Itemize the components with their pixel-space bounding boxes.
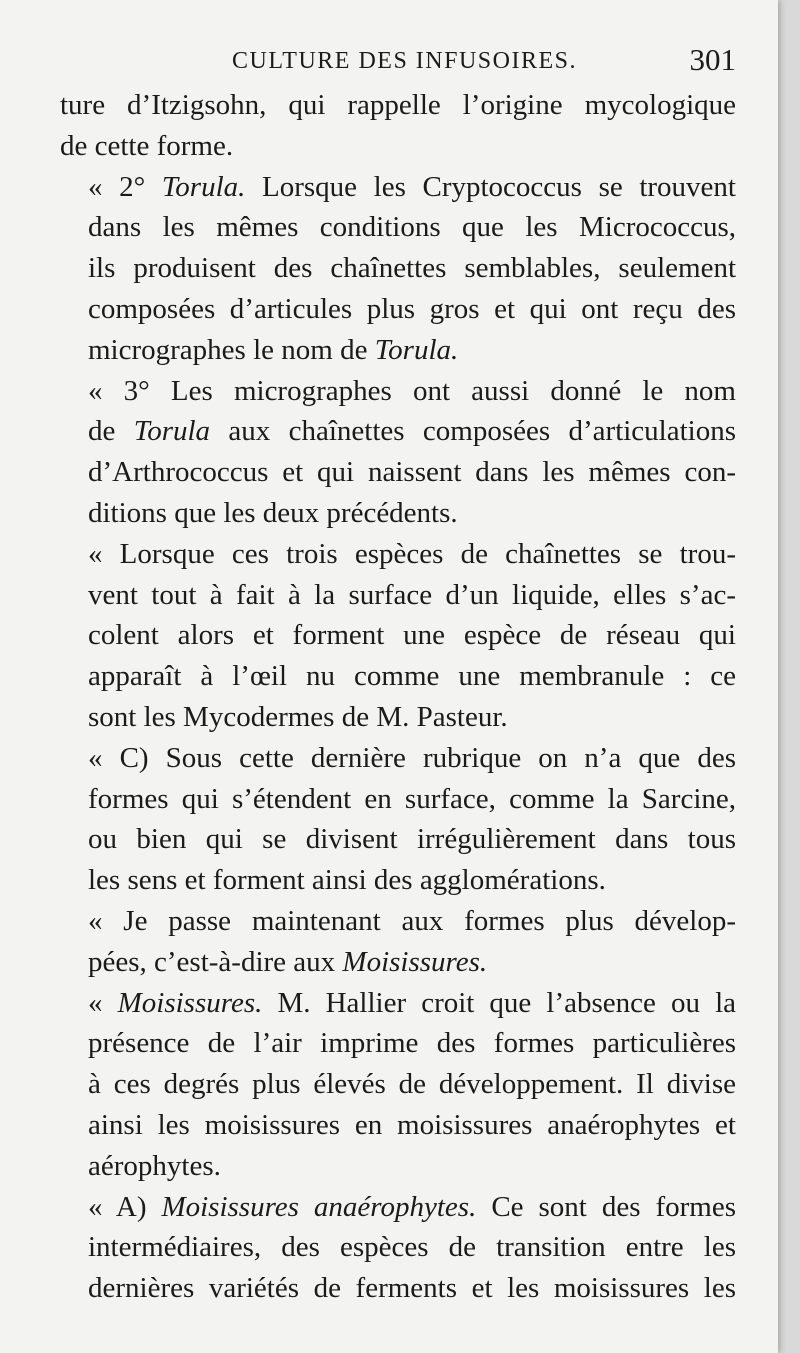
text-run: Lorsque les Cryptococcus se trouvent	[245, 170, 736, 203]
text-line: dernières variétés de ferments et les moisissures les	[88, 1272, 736, 1305]
text-line: d’Arthrococcus et qui naissent dans les mêmes con-	[88, 456, 736, 489]
italic-term: Torula.	[374, 333, 459, 366]
text-line: aérophytes.	[88, 1149, 221, 1182]
text-run: M. Hallier croit que l’absence ou la	[262, 986, 737, 1019]
paragraph	[60, 983, 736, 1187]
text-line: « Lorsque ces trois espèces de chaînettes se trou-	[88, 537, 736, 570]
text-line: intermédiaires, des espèces de transition entre les	[88, 1231, 736, 1264]
text-line: « 3° Les micrographes ont aussi donné le nom	[88, 374, 736, 407]
running-head: CULTURE DES INFUSOIRES.	[232, 48, 577, 74]
paragraph	[60, 371, 736, 534]
text-line	[60, 983, 736, 1024]
text-line	[60, 1187, 736, 1228]
text-line: de cette forme.	[60, 129, 234, 162]
page-number: 301	[689, 42, 736, 77]
text-line: colent alors et forment une espèce de réseau qui	[88, 619, 736, 652]
text-line: sont les Mycodermes de M. Pasteur.	[88, 700, 508, 733]
italic-term: Moisissures anaérophytes.	[161, 1190, 477, 1223]
text-line: ils produisent des chaînettes semblables, seulement	[88, 252, 736, 285]
paragraph	[60, 534, 736, 738]
paragraph	[60, 167, 736, 371]
text-line: présence de l’air imprime des formes particulières	[88, 1027, 736, 1060]
text-line: vent tout à fait à la surface d’un liquide, elles s’ac-	[88, 578, 736, 611]
italic-term: Moisissures.	[117, 986, 263, 1019]
text-line: formes qui s’étendent en surface, comme la Sarcine,	[88, 782, 736, 815]
page-header	[60, 42, 736, 82]
text-line: à ces degrés plus élevés de développement. Il divise	[88, 1068, 736, 1101]
text-run: micrographes le nom de	[88, 333, 375, 366]
text-line: ou bien qui se divisent irrégulièrement dans tous	[88, 823, 736, 856]
text-run: «	[88, 986, 118, 1019]
paragraph	[60, 1187, 736, 1309]
text-line: apparaît à l’œil nu comme une membranule : ce	[88, 660, 736, 693]
text-line	[60, 942, 736, 983]
text-line: ainsi les moisissures en moisissures anaérophytes et	[88, 1108, 736, 1141]
text-run: Ce sont des formes	[476, 1190, 736, 1223]
text-run: pées, c’est-à-dire aux	[88, 945, 343, 978]
text-line: « C) Sous cette dernière rubrique on n’a que des	[88, 741, 736, 774]
italic-term: Moisissures.	[342, 945, 488, 978]
text-run: « A)	[88, 1190, 162, 1223]
body-text	[60, 85, 736, 1309]
text-line: dans les mêmes conditions que les Micrococcus,	[88, 211, 736, 244]
text-run: « 2°	[88, 170, 162, 203]
paragraph	[60, 85, 736, 167]
text-line: ture d’Itzigsohn, qui rappelle l’origine mycologique	[60, 89, 736, 121]
text-run: aux chaînettes composées d’articulations	[210, 415, 737, 448]
text-run: de	[88, 415, 134, 448]
text-line	[60, 411, 736, 452]
italic-term: Torula.	[161, 170, 246, 203]
paragraph	[60, 901, 736, 983]
text-line: les sens et forment ainsi des agglomérations.	[88, 864, 606, 897]
paragraph	[60, 738, 736, 901]
text-line	[60, 167, 736, 208]
italic-term: Torula	[133, 415, 211, 448]
text-line: composées d’articules plus gros et qui ont reçu des	[88, 292, 736, 325]
text-line	[60, 330, 736, 371]
text-line: ditions que les deux précédents.	[88, 496, 458, 529]
text-line: « Je passe maintenant aux formes plus dévelop-	[88, 904, 736, 937]
